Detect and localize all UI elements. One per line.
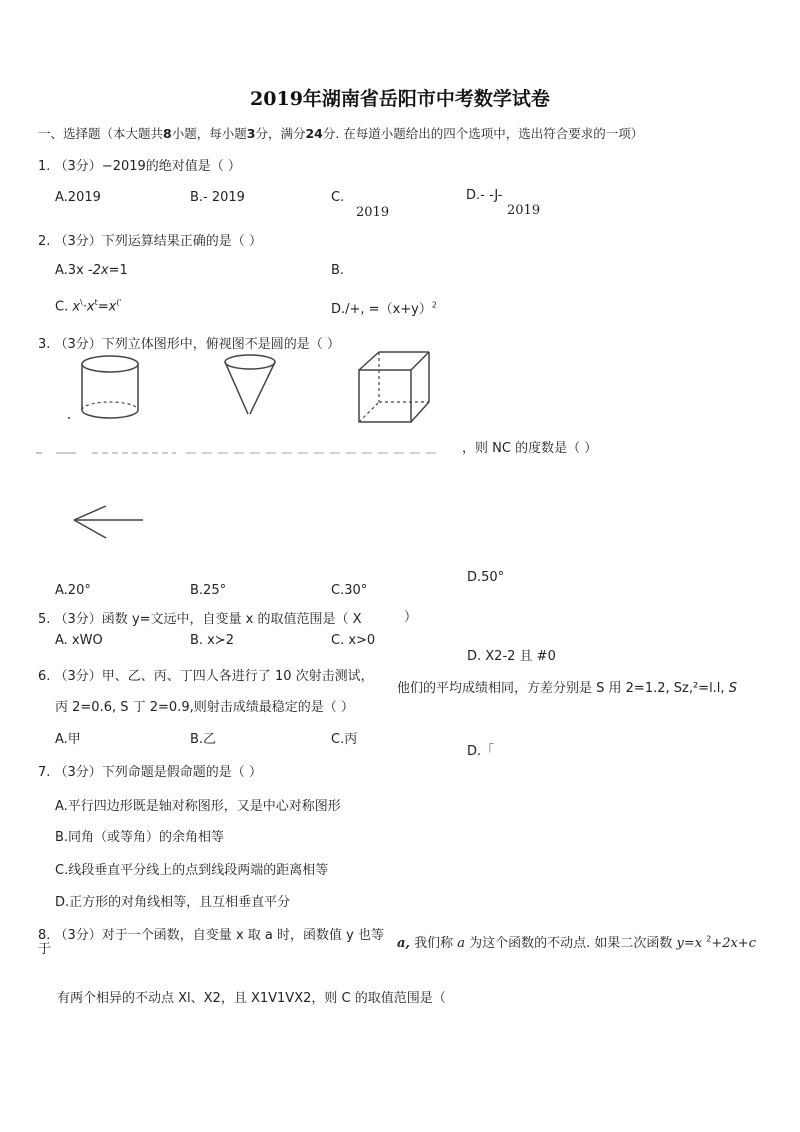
question-5-stem-end: ）: [404, 610, 418, 625]
q7-option-b: B.同角（或等角）的余角相等: [55, 830, 225, 845]
question-6-stem-right: 他们的平均成绩相同，方差分别是 S 用 2=1.2, Sz,²=l.l, S: [397, 681, 737, 696]
q4-option-a: A.20°: [55, 583, 91, 598]
q5-option-a: A. xWO: [55, 633, 103, 648]
question-8-stem: 8. （3分）对于一个函数，自变量 x 取 a 时，函数值 y 也等: [38, 928, 384, 943]
q1-option-c: C.: [331, 190, 345, 205]
q7-option-c: C.线段垂直平分线上的点到线段两端的距离相等: [55, 863, 329, 878]
q1-option-c-denominator: 2019: [356, 205, 390, 220]
q1-option-d: D.- -J-: [466, 188, 503, 203]
q4-option-d: D.50°: [467, 570, 505, 585]
question-8-line-2: 有两个相异的不动点 Xl、X2，且 X1V1VX2，则 C 的取值范围是（: [57, 991, 446, 1006]
q4-cut-off-line: [36, 452, 456, 458]
q2-option-a: A.3x -2x=1: [55, 263, 128, 278]
question-7-stem: 7. （3分）下列命题是假命题的是（ ）: [38, 765, 262, 780]
q5-option-b: B. x≻2: [190, 633, 235, 648]
question-6-stem: 6. （3分）甲、乙、丙、丁四人各进行了 10 次射击测试，: [38, 669, 374, 684]
q1-option-d-denominator: 2019: [507, 203, 541, 218]
question-8-stem-wrap: 于: [38, 942, 52, 957]
q2-option-c: C. $x^\backslash\cdot x^t=x^{(ʾ}$: [55, 298, 122, 315]
q6-option-d: D.「: [467, 744, 495, 759]
cylinder-figure: [70, 352, 150, 427]
q7-option-a: A.平行四边形既是轴对称图形，又是中心对称图形: [55, 799, 341, 814]
q4-angle-figure: [68, 500, 148, 545]
question-6-line-2: 丙 2=0.6, S 丁 2=0.9,则射击成绩最稳定的是（ ）: [55, 700, 354, 715]
q2-option-d: D./+, $=(x+y)^2$: [331, 300, 437, 317]
q6-option-a: A.甲: [55, 732, 81, 747]
q7-option-d: D.正方形的对角线相等，且互相垂直平分: [55, 895, 291, 910]
cube-figure: [355, 350, 435, 430]
q2-option-b: B.: [331, 263, 345, 278]
question-5-stem: 5. （3分）函数 y=文远中，自变量 x 的取值范围是（ X: [38, 612, 362, 627]
q6-option-b: B.乙: [190, 732, 217, 747]
q4-option-c: C.30°: [331, 583, 368, 598]
q5-option-c: C. x>0: [331, 633, 376, 648]
section-header: 一、选择题（本大题共8小题，每小题3分，满分24分. 在每道小题给出的四个选项中，选出符合要求的一项）: [38, 126, 644, 141]
question-3-stem: 3. （3分）下列立体图形中，俯视图不是圆的是（ ）: [38, 337, 340, 352]
q5-option-d: D. X2-2 且 #0: [467, 649, 556, 664]
q4-option-b: B.25°: [190, 583, 227, 598]
question-8-stem-right: a, 我们称 a 为这个函数的不动点. 如果二次函数 y=x $^2$+2x+c: [397, 934, 756, 951]
question-4-stem-tail: ，则 NC 的度数是（ ）: [462, 441, 598, 456]
q6-option-c: C.丙: [331, 732, 358, 747]
page-title: 2019年湖南省岳阳市中考数学试卷: [250, 88, 550, 110]
question-1-stem: 1. （3分）−2019的绝对值是（ ）: [38, 159, 241, 174]
q1-option-b: B.- 2019: [190, 190, 245, 205]
question-2-stem: 2. （3分）下列运算结果正确的是（ ）: [38, 234, 262, 249]
q1-option-a: A.2019: [55, 190, 101, 205]
cone-figure: [215, 352, 285, 422]
